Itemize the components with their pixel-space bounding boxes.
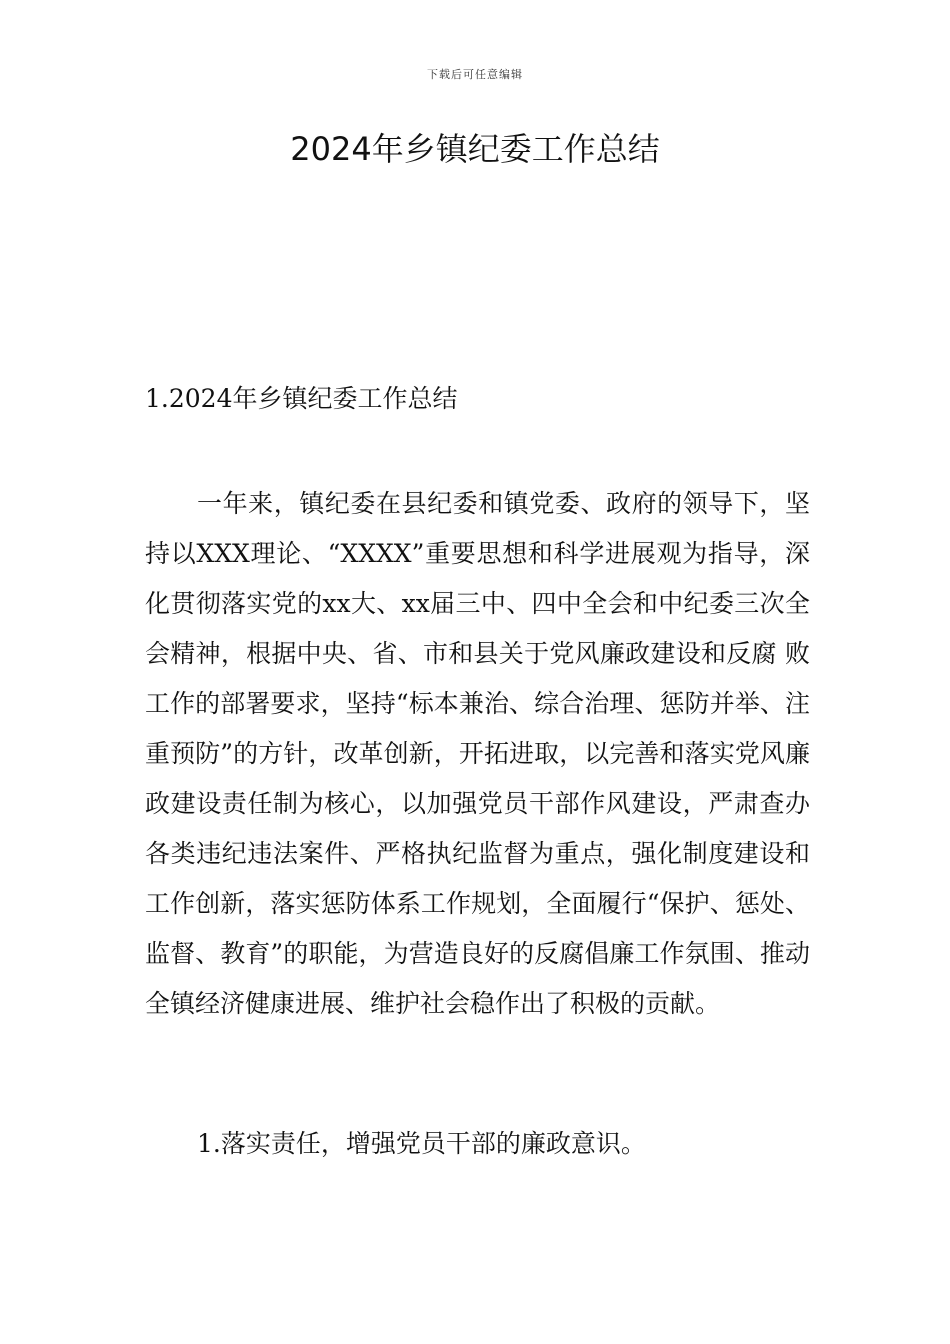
body-paragraph: 一年来，镇纪委在县纪委和镇党委、政府的领导下，坚持以XXX理论、“XXXX”重要思想和科学进展观为指导，深化贯彻落实党的xx大、xx届三中、四中全会和中纪委三次全会精神，根据中央、省、市和县关于党风廉政建设和反腐 败工作的部署要求，坚持“标本兼治、综合治理、惩防并举、注重预防”的方针，改革创新，开拓进取，以完善和落实党风廉政建设责任制为核心，以加强党员干部作风建设，严肃查办各类违纪违法案件、严格执纪监督为重点，强化制度建设和工作创新，落实惩防体系工作规划，全面履行“保护、惩处、监督、教育”的职能，为营造良好的反腐倡廉工作氛围、推动全镇经济健康进展、维护社会稳作出了积极的贡献。 [145,489,810,1018]
section-heading: 1.2024年乡镇纪委工作总结 [145,384,458,413]
document-title: 2024年乡镇纪委工作总结 [290,130,660,168]
sub-heading: 1.落实责任，增强党员干部的廉政意识。 [197,1129,646,1158]
header-note: 下载后可任意编辑 [427,68,523,81]
